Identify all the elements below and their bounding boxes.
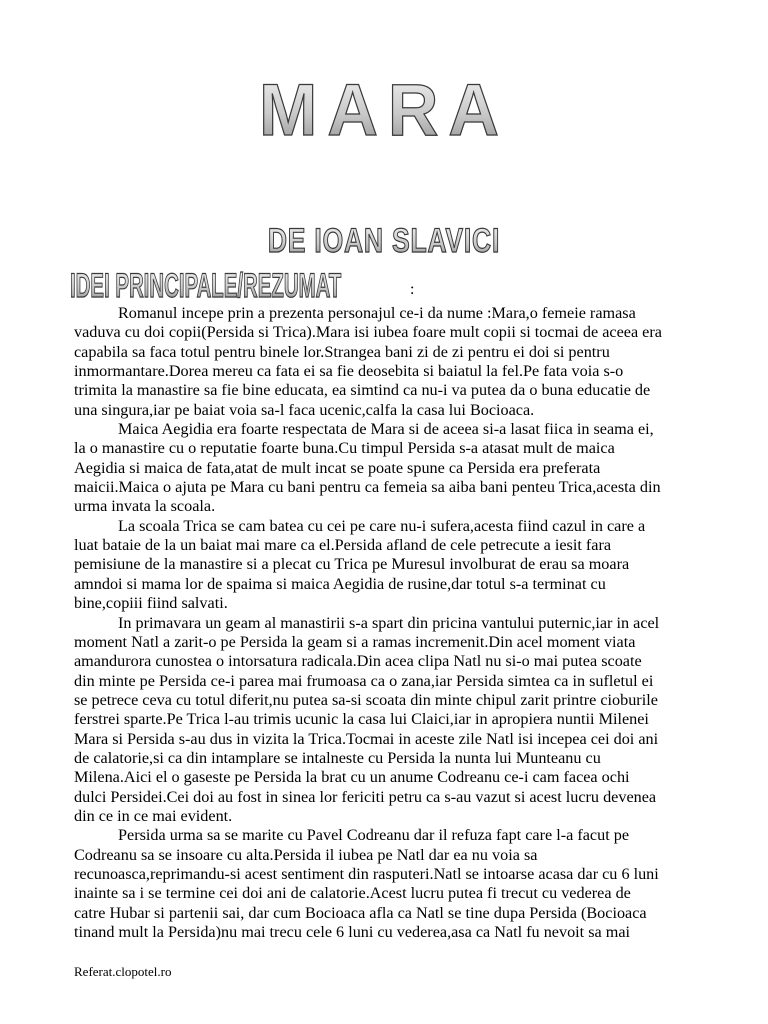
body-line: pemisiune de la manastire si a plecat cu Trica pe Muresul involburat de erau sa moara (74, 555, 630, 574)
body-line: Milena.Aici el o gaseste pe Persida la brat cu un anume Codreanu ce-i cam facea ochi (74, 768, 630, 787)
body-line: Aegidia si maica de fata,atat de mult incat se poate spune ca Persida era preferata (74, 458, 601, 477)
body-line: Persida urma sa se marite cu Pavel Codreanu dar il refuza fapt care l-a facut pe (118, 826, 630, 845)
body-line: luat bataie de la un baiat mai mare ca el.Persida afland de cele petrecute a iesit fara (74, 536, 612, 555)
body-line: amndoi si mama lor de spaima si maica Aegidia de rusine,dar totul s-a terminat cu (74, 574, 606, 593)
body-line: trimita la manastire sa fie bine educata, ea simtind ca nu-i va putea da o buna educatie de (74, 381, 651, 400)
body-line: amandurora cunostea o intorsatura radicala.Din acea clipa Natl nu si-o mai putea scoate (74, 652, 642, 671)
body-line: Mara si Persida s-au dus in vizita la Trica.Tocmai in aceste zile Natl isi incepea cei doi ani (74, 729, 659, 748)
body-line: tinand mult la Persida)nu mai trecu cele 6 luni cu vederea,asa ca Natl fu nevoit sa mai (74, 923, 631, 941)
section-heading-colon: : (410, 281, 415, 298)
body-line: maicii.Maica o ajuta pe Mara cu bani pentru ca femeia sa aiba bani penteu Trica,acesta din (74, 478, 661, 497)
body-line: la o manastire cu o reputatie foarte buna.Cu timpul Persida s-a atasat mult de maica (74, 439, 615, 458)
document-title: MARA (0, 68, 768, 152)
body-line: bine,copiii fiind salvati. (74, 594, 228, 613)
body-line: La scoala Trica se cam batea cu cei pe care nu-i sufera,acesta fiind cazul in care a (118, 516, 646, 535)
body-line: ferstrei sparte.Pe Trica l-au trimis ucunic la casa lui Claici,iar in apropiera nuntii Milenei (74, 710, 649, 729)
body-line: inainte sa i se termine cei doi ani de calatorie.Acest lucru putea fi trecut cu vederea de (74, 884, 631, 903)
author-subtitle: DE IOAN SLAVICI (84, 222, 683, 261)
body-line: Maica Aegidia era foarte respectata de Mara si de aceea si-a lasat fiica in seama ei, (118, 420, 654, 439)
body-line: recunoasca,reprimandu-si acest sentiment din rasputeri.Natl se intoarse acasa dar cu 6 luni (74, 864, 659, 883)
body-text (74, 304, 734, 942)
body-line: urma invata la scoala. (74, 497, 216, 516)
body-line: In primavara un geam al manastirii s-a spart din pricina vantului puternic,iar in acel (118, 613, 660, 632)
body-line: catre Hubar si partenii sai, dar cum Bocioaca afla ca Natl se tine dupa Persida (Bocioaca (74, 903, 647, 922)
body-line: una singura,iar pe baiat voia sa-l faca ucenic,calfa la casa lui Bocioaca. (74, 400, 535, 419)
body-line: dulci Persidei.Cei doi au fost in sinea lor fericiti petru ca s-au vazut si acest lucru devenea (74, 787, 657, 806)
body-line: capabila sa faca totul pentru binele lor.Strangea bani zi de zi pentru ei doi si pentru (74, 342, 610, 361)
body-line: vaduva cu doi copii(Persida si Trica).Mara isi iubea foare mult copii si tocmai de aceea era (74, 323, 662, 342)
body-line: se petrece ceva cu totul diferit,nu putea sa-si scoata din minte chipul zarit printre cioburile (74, 690, 658, 709)
body-line: din minte pe Persida ce-i parea mai frumoasa ca o zana,iar Persida simtea ca in sufletul ei (74, 671, 654, 690)
body-line: din ce in ce mai evident. (74, 806, 233, 825)
footer-source: Referat.clopotel.ro (74, 964, 172, 979)
body-line: moment Natl a zarit-o pe Persida la geam si a ramas incremenit.Din acel moment viata (74, 632, 636, 651)
body-line: Romanul incepe prin a prezenta personajul ce-i da nume :Mara,o femeie ramasa (118, 304, 636, 322)
body-line: inmormantare.Dorea mereu ca fata ei sa fie deosebita si baiatul la fel.Pe fata voia s-o (74, 362, 624, 381)
body-line: Codreanu sa se insoare cu alta.Persida il iubea pe Natl dar ea nu voia sa (74, 845, 538, 864)
body-line: de calatorie,si ca din intamplare se intalneste cu Persida la nunta lui Munteanu cu (74, 748, 601, 767)
section-heading: IDEI PRINCIPALE/REZUMAT (70, 267, 342, 305)
